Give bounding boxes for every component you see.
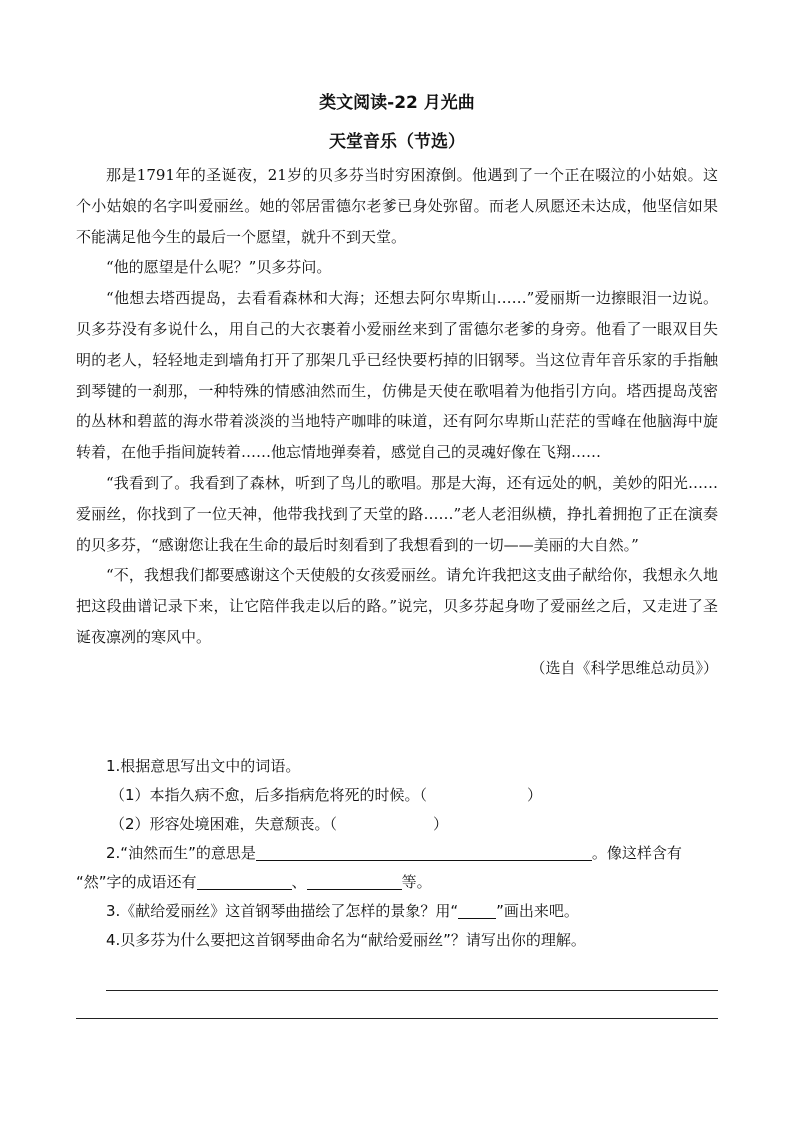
- question-text: 2.“油然而生”的意思是: [106, 844, 256, 862]
- question-text: 等。: [401, 873, 432, 891]
- passage-paragraph: “他的愿望是什么呢？”贝多芬问。: [106, 258, 332, 277]
- question-text: 3.《献给爱丽丝》这首钢琴曲描绘了怎样的景象？用“: [106, 902, 459, 920]
- question-4: 4.贝多芬为什么要把这首钢琴曲命名为“献给爱丽丝”？请写出你的理解。: [106, 931, 586, 949]
- passage-paragraph: “我看到了。我看到了森林，听到了鸟儿的歌唱。那是大海，还有远处的帆，美妙的阳光……爱丽丝，你找到了一位天神，他带我找到了天堂的路……”老人老泪纵横，挣扎着拥抱了正在演奏的贝多芬，“感谢您让我在生命的最后时刻看到了我想看到的一切——美丽的大自然。”: [76, 473, 718, 554]
- passage-paragraph: “不，我想我们都要感谢这个天使般的女孩爱丽丝。请允许我把这支曲子献给你，我想永久地把这段曲谱记录下来，让它陪伴我走以后的路。”说完，贝多芬起身吻了爱丽丝之后，又走进了圣诞夜凛冽的寒风中。: [76, 566, 718, 646]
- separator: 、: [291, 873, 307, 891]
- question-1: 1.根据意思写出文中的词语。: [106, 757, 301, 775]
- passage-body: [76, 160, 718, 684]
- question-text: （1）本指久病不愈，后多指病危将死的时候。（: [110, 786, 428, 804]
- question-2-line-2: [76, 868, 718, 897]
- underline-mark: [458, 900, 496, 919]
- question-text: 。像这样含有: [591, 844, 682, 862]
- answer-blank[interactable]: [256, 842, 592, 861]
- main-title: 类文阅读-22 月光曲: [319, 93, 475, 113]
- question-text: “然”字的成语还有: [76, 873, 197, 891]
- question-3: [76, 897, 718, 926]
- paren-close: ）: [433, 815, 449, 833]
- source-citation: （选自《科学思维总动员》）: [530, 658, 718, 677]
- question-text: ”画出来吧。: [496, 902, 579, 920]
- passage-title: 天堂音乐（节选）: [329, 132, 465, 152]
- answer-line[interactable]: [106, 990, 718, 991]
- paren-close: ）: [527, 786, 543, 804]
- questions-section: [76, 752, 718, 955]
- answer-blank[interactable]: [307, 871, 402, 890]
- question-1-item-2: [76, 810, 718, 839]
- passage-paragraph: 那是1791年的圣诞夜，21岁的贝多芬当时穷困潦倒。他遇到了一个正在啜泣的小姑娘。这个小姑娘的名字叫爱丽丝。她的邻居雷德尔老爹已身处弥留。而老人夙愿还未达成，他坚信如果不能满足他今生的最后一个愿望，就升不到天堂。: [76, 166, 718, 246]
- question-text: （2）形容处境困难，失意颓丧。（: [110, 815, 338, 833]
- question-1-item-1: [76, 781, 718, 810]
- answer-blank[interactable]: [197, 871, 292, 890]
- passage-paragraph: “他想去塔西提岛，去看看森林和大海；还想去阿尔卑斯山……”爱丽斯一边擦眼泪一边说。贝多芬没有多说什么，用自己的大衣裹着小爱丽丝来到了雷德尔老爹的身旁。他看了一眼双目失明的老人，轻轻地走到墙角打开了那架几乎已经快要朽掉的旧钢琴。当这位青年音乐家的手指触到琴键的一刹那，一种特殊的情感油然而生，仿佛是天使在歌唱着为他指引方向。塔西提岛茂密的丛林和碧蓝的海水带着淡淡的当地特产咖啡的味道，还有阿尔卑斯山茫茫的雪峰在他脑海中旋转着，在他手指间旋转着……他忘情地弹奏着，感觉自己的灵魂好像在飞翔……: [76, 289, 718, 462]
- page-divider: [76, 1018, 718, 1019]
- question-2-line-1: [76, 839, 718, 868]
